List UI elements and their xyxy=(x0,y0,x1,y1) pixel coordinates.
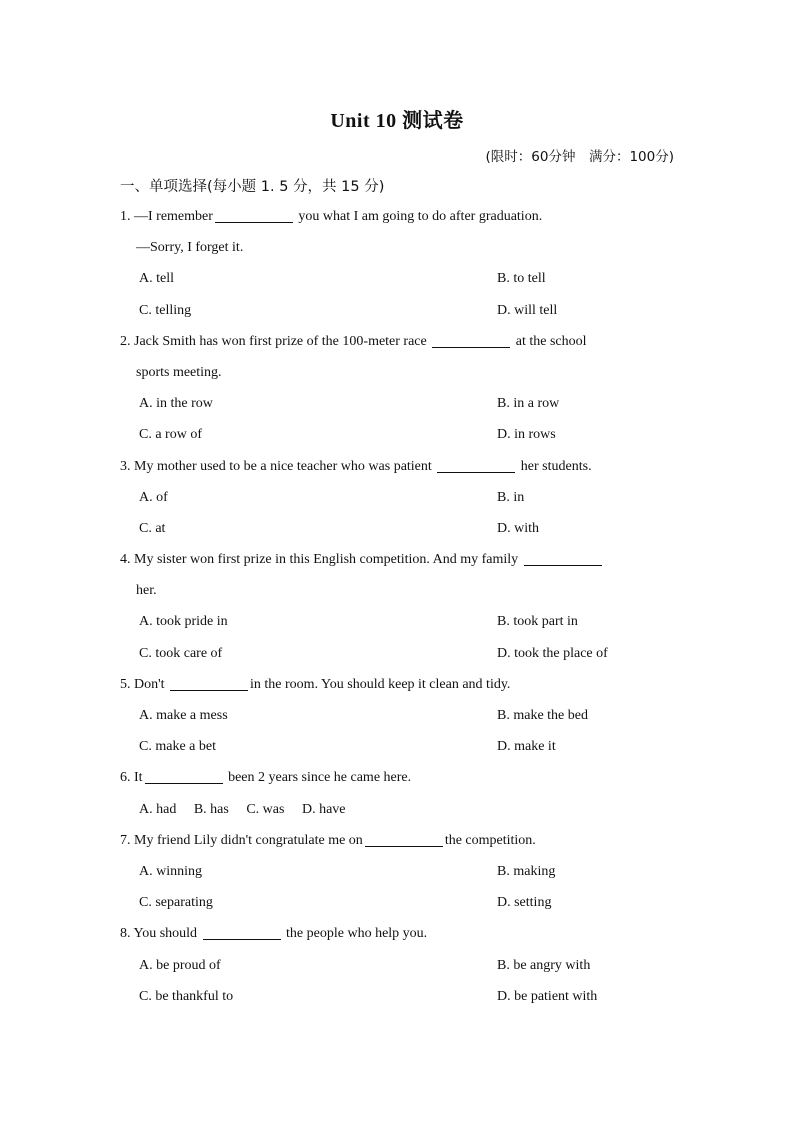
question-7-options-row-2 xyxy=(120,887,675,918)
question-6-stem: 6. It been 2 years since he came here. xyxy=(120,770,412,786)
option-c[interactable]: C. a row of xyxy=(139,427,202,443)
question-5-options-row-2 xyxy=(120,731,675,762)
question-3-stem: 3. My mother used to be a nice teacher who was patient her students. xyxy=(120,458,592,474)
question-2-options-row-2 xyxy=(120,419,675,450)
question-4-options-row-2 xyxy=(120,638,675,669)
option-b[interactable]: B. make the bed xyxy=(497,708,588,723)
section-heading: 一、单项选择(每小题 1. 5 分，共 15 分) xyxy=(120,179,385,195)
option-d[interactable]: D. will tell xyxy=(497,302,558,318)
answer-blank[interactable] xyxy=(365,831,443,847)
question-8-stem: 8. You should the people who help you. xyxy=(120,926,428,942)
time-score-note: (限时：60分钟 满分：100分) xyxy=(485,149,674,165)
option-c[interactable]: C. make a bet xyxy=(139,739,216,755)
option-c[interactable]: C. telling xyxy=(139,302,192,318)
answer-blank[interactable] xyxy=(432,332,510,348)
question-4-stem: 4. My sister won first prize in this English competition. And my family xyxy=(120,544,675,575)
option-d[interactable]: D. have xyxy=(301,801,346,817)
answer-blank[interactable] xyxy=(170,675,248,691)
question-list xyxy=(120,201,675,1012)
option-d[interactable]: D. with xyxy=(497,520,539,536)
question-5-options-row-1 xyxy=(120,700,675,731)
page-title: Unit 10 测试卷 xyxy=(330,110,464,132)
option-c[interactable]: C. separating xyxy=(139,895,213,911)
answer-blank[interactable] xyxy=(437,457,515,473)
option-d[interactable]: D. setting xyxy=(497,895,552,911)
option-d[interactable]: D. took the place of xyxy=(497,645,608,661)
question-8-options-row-2 xyxy=(120,981,675,1012)
question-4-options-row-1 xyxy=(120,606,675,637)
option-a[interactable]: A. of xyxy=(139,489,168,505)
answer-blank[interactable] xyxy=(215,207,293,223)
question-2-continued: sports meeting. xyxy=(136,364,222,380)
option-b[interactable]: B. took part in xyxy=(497,614,578,630)
option-c[interactable]: C. at xyxy=(139,520,166,536)
option-a[interactable]: A. took pride in xyxy=(139,614,228,630)
question-1-reply: —Sorry, I forget it. xyxy=(136,240,244,256)
option-a[interactable]: A. had xyxy=(139,801,177,817)
option-b[interactable]: B. in a row xyxy=(497,396,560,412)
option-a[interactable]: A. tell xyxy=(139,271,174,287)
question-6-options xyxy=(120,794,675,825)
option-a[interactable]: A. in the row xyxy=(139,396,213,412)
option-b[interactable]: B. in xyxy=(497,489,525,505)
answer-blank[interactable] xyxy=(203,924,281,940)
question-2-stem: 2. Jack Smith has won first prize of the 100-meter race at the school xyxy=(120,333,587,349)
option-c[interactable]: C. took care of xyxy=(139,645,223,661)
option-a[interactable]: A. winning xyxy=(139,863,202,879)
question-1-stem: 1. —I remember you what I am going to do after graduation. xyxy=(120,209,543,224)
question-7-stem: 7. My friend Lily didn't congratulate me on the competition. xyxy=(120,832,536,848)
option-b[interactable]: B. to tell xyxy=(497,271,546,287)
option-b[interactable]: B. making xyxy=(497,863,556,879)
question-2-options-row-1 xyxy=(120,388,675,419)
option-c[interactable]: C. be thankful to xyxy=(139,988,234,1004)
option-d[interactable]: D. be patient with xyxy=(497,988,598,1004)
option-c[interactable]: C. was xyxy=(246,801,285,817)
option-b[interactable]: B. has xyxy=(193,801,229,817)
question-1-options-row-2 xyxy=(120,295,675,326)
option-b[interactable]: B. be angry with xyxy=(497,957,591,973)
option-d[interactable]: D. in rows xyxy=(497,427,556,443)
question-3-options-row-2 xyxy=(120,513,675,544)
option-a[interactable]: A. make a mess xyxy=(139,708,228,723)
question-5-stem: 5. Don't in the room. You should keep it clean and tidy. xyxy=(120,676,511,692)
option-a[interactable]: A. be proud of xyxy=(139,957,221,973)
answer-blank[interactable] xyxy=(145,768,223,784)
question-3-options-row-1 xyxy=(120,482,675,513)
question-1-options-row-1 xyxy=(120,263,675,294)
question-4-continued: her. xyxy=(136,583,157,599)
question-7-options-row-1 xyxy=(120,856,675,887)
option-d[interactable]: D. make it xyxy=(497,739,556,755)
question-8-options-row-1 xyxy=(120,950,675,981)
answer-blank[interactable] xyxy=(524,550,602,566)
